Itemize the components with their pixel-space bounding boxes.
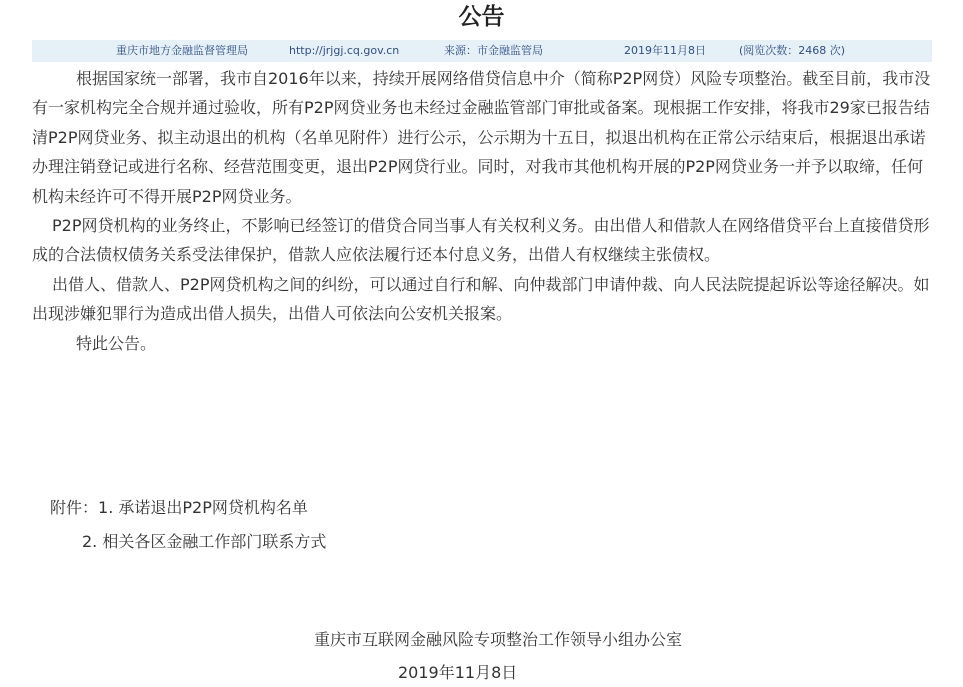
attachment-line-1 <box>50 493 308 523</box>
attachment-item-link[interactable]: 2. 相关各区金融工作部门联系方式 <box>82 532 327 551</box>
meta-bar <box>32 40 932 62</box>
paragraph: P2P网贷机构的业务终止，不影响已经签订的借贷合同当事人有关权利义务。由出借人和借款人在网络借贷平台上直接借贷形成的合法债权债务关系受法律保护，借款人应依法履行还本付息义务，出借人有权继续主张债权。 <box>32 216 930 265</box>
source-label: 来源：市金融监管局 <box>444 44 543 57</box>
article-body <box>32 64 932 358</box>
source-org: 重庆市地方金融监督管理局 <box>116 44 248 57</box>
publish-date: 2019年11月8日 <box>624 44 706 57</box>
signature-org: 重庆市互联网金融风险专项整治工作领导小组办公室 <box>314 630 683 649</box>
attachment-line-2 <box>82 527 326 557</box>
attachment-item-link[interactable]: 1. 承诺退出P2P网贷机构名单 <box>98 498 308 517</box>
source-url[interactable]: http://jrjgj.cq.gov.cn <box>289 44 400 57</box>
view-count: (阅览次数：2468 次) <box>739 44 846 57</box>
paragraph: 特此公告。 <box>76 333 157 353</box>
paragraph: 根据国家统一部署，我市自2016年以来，持续开展网络借贷信息中介（简称P2P网贷）风险专项整治。截至目前，我市没有一家机构完全合规并通过验收，所有P2P网贷业务也未经过金融监管部门审批或备案。现根据工作安排，将我市29家已报告结清P2P网贷业务、拟主动退出的机构（名单见附件）进行公示，公示期为十五日，拟退出机构在正常公示结束后，根据退出承诺办理注销登记或进行名称、经营范围变更，退出P2P网贷行业。同时，对我市其他机构开展的P2P网贷业务一并予以取缔，任何机构未经许可不得开展P2P网贷业务。 <box>32 69 931 206</box>
paragraph: 出借人、借款人、P2P网贷机构之间的纠纷，可以通过自行和解、向仲裁部门申请仲裁、向人民法院提起诉讼等途径解决。如出现涉嫌犯罪行为造成出借人损失，出借人可依法向公安机关报案。 <box>32 274 930 324</box>
signature-date: 2019年11月8日 <box>398 663 518 682</box>
attachment-label: 附件： <box>50 498 99 517</box>
page-title: 公告 <box>458 4 505 30</box>
